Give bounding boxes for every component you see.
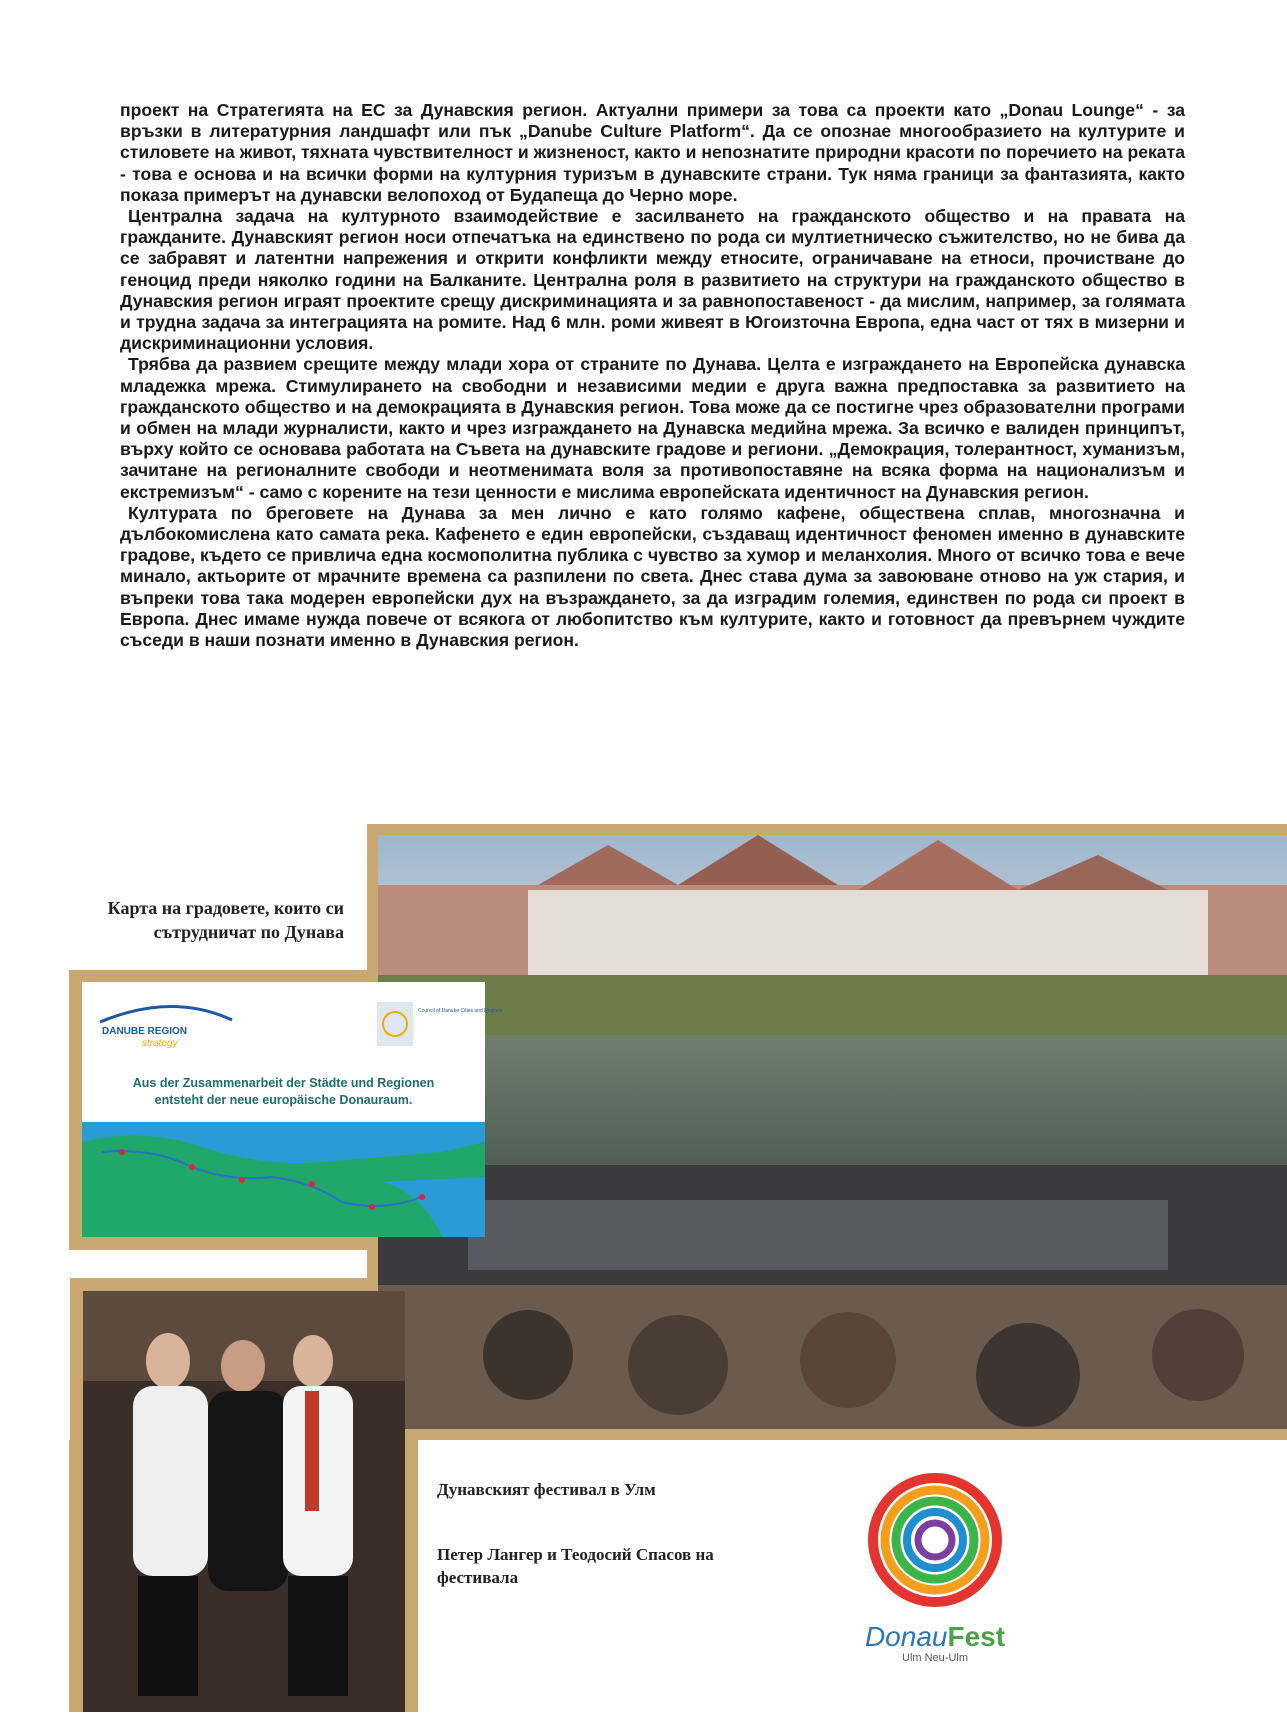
donaufest-wordmark bbox=[850, 1622, 1020, 1652]
festival-photo-image bbox=[378, 835, 1287, 1429]
festival-caption: Дунавският фестивал в Улм bbox=[437, 1480, 656, 1499]
donaufest-word-1: Donau bbox=[864, 1621, 948, 1652]
danube-logo-sub: strategy bbox=[142, 1038, 178, 1049]
danube-region-logo-icon bbox=[82, 982, 503, 1060]
article-body bbox=[120, 100, 1185, 651]
danube-map-image bbox=[82, 1122, 485, 1237]
map-strapline bbox=[82, 1075, 485, 1109]
people-photo-image bbox=[83, 1291, 405, 1712]
paragraph-1: проект на Стратегията на ЕС за Дунавския регион. Актуални примери за това са проекти като „Donau Lounge“ - за връзки в литературния ландшафт или пък „Danube Culture Platform“. Да се опознае многообразието на културите и стиловете на живот, тяхната чувствителност и жизненост, както и непознатите природни красоти по поречието на реката - това е основа и на всички форми на културния туризъм в дунавските страни. Тук няма граници за фантазията, както показа примерът на дунавски велопоход от Будапеща до Черно море. bbox=[120, 100, 1185, 205]
map-card bbox=[82, 982, 503, 1237]
donaufest-word-2: Fest bbox=[947, 1621, 1006, 1652]
people-caption: Петер Лангер и Теодосий Спасов на фестивала bbox=[437, 1545, 714, 1587]
danube-logo-text: DANUBE REGION bbox=[102, 1026, 188, 1037]
map-strapline-line-1: Aus der Zusammenarbeit der Städte und Regionen bbox=[132, 1076, 435, 1090]
council-text: Council of Danube Cities and Regions bbox=[418, 1008, 503, 1014]
donaufest-subtitle: Ulm Neu-Ulm bbox=[902, 1652, 968, 1664]
paragraph-4: Културата по бреговете на Дунава за мен лично е като голямо кафене, обществена сплав, многозначна и дълбокомислена като самата река. Кафенето е един европейски, създаващ идентичност феномен именно в дунавските градове, където се привлича една космополитна публика с чувство за хумор и меланхолия. Много от всичко това е вече минало, актьорите от мрачните времена са разпилени по света. Днес става дума за завоюване отново на уж стария, и въпреки това така модерен европейски дух на възраждането, за да изградим големия, единствен по рода си проект в Европа. Днес имаме нужда повече от всякога от любопитство към културите, както и готовност да превърнем чуждите съседи в наши познати именно в Дунавския регион. bbox=[120, 502, 1185, 651]
paragraph-3: Трябва да развием срещите между млади хора от страните по Дунава. Целта е изграждането на Европейска дунавска младежка мрежа. Стимулирането на свободни и независими медии е друга важна предпоставка за развитието на гражданското общество и на демокрацията в Дунавския регион. Това може да се постигне чрез образователни програми и обмен на млади журналисти, както и чрез изграждането на Дунавска медийна мрежа. За всичко е валиден принципът, върху който се основава работата на Съвета на дунавските градове и региони. „Демокрация, толерантност, хуманизъм, зачитане на регионалните свободи и неотменимата воля за противопоставяне на всяка форма на национализъм и екстремизъм“ - само с корените на тези ценности е мислима европейската идентичност на Дунавския регион. bbox=[120, 354, 1185, 502]
festival-photo bbox=[378, 835, 1287, 1429]
people-photo bbox=[83, 1291, 405, 1712]
map-strapline-line-2: entsteht der neue europäische Donauraum. bbox=[154, 1093, 413, 1107]
danube-map bbox=[82, 1122, 485, 1237]
map-caption: Карта на градовете, които си сътрудничат по Дунава bbox=[107, 898, 344, 942]
paragraph-2: Централна задача на културното взаимодействие е засилването на гражданското общество и на правата на гражданите. Дунавският регион носи отпечатъка на единствено по рода си мултиетническо съжителство, но не бива да се забравят и латентни напрежения и открити конфликти между етносите, ограничаване на етноси, прочистване до геноцид преди няколко години на Балканите. Централна роля в развитието на структури на гражданското общество в Дунавския регион играят проектите срещу дискриминацията и за равнопоставеност - да мислим, например, за голямата и трудна задача за интеграцията на ромите. Над 6 млн. роми живеят в Югоизточна Европа, една част от тях в мизерни и дискриминационни условия. bbox=[120, 206, 1185, 354]
donaufest-logo-icon bbox=[855, 1465, 1015, 1625]
frame-left-strip bbox=[69, 1440, 83, 1712]
map-card-header bbox=[82, 982, 503, 1060]
